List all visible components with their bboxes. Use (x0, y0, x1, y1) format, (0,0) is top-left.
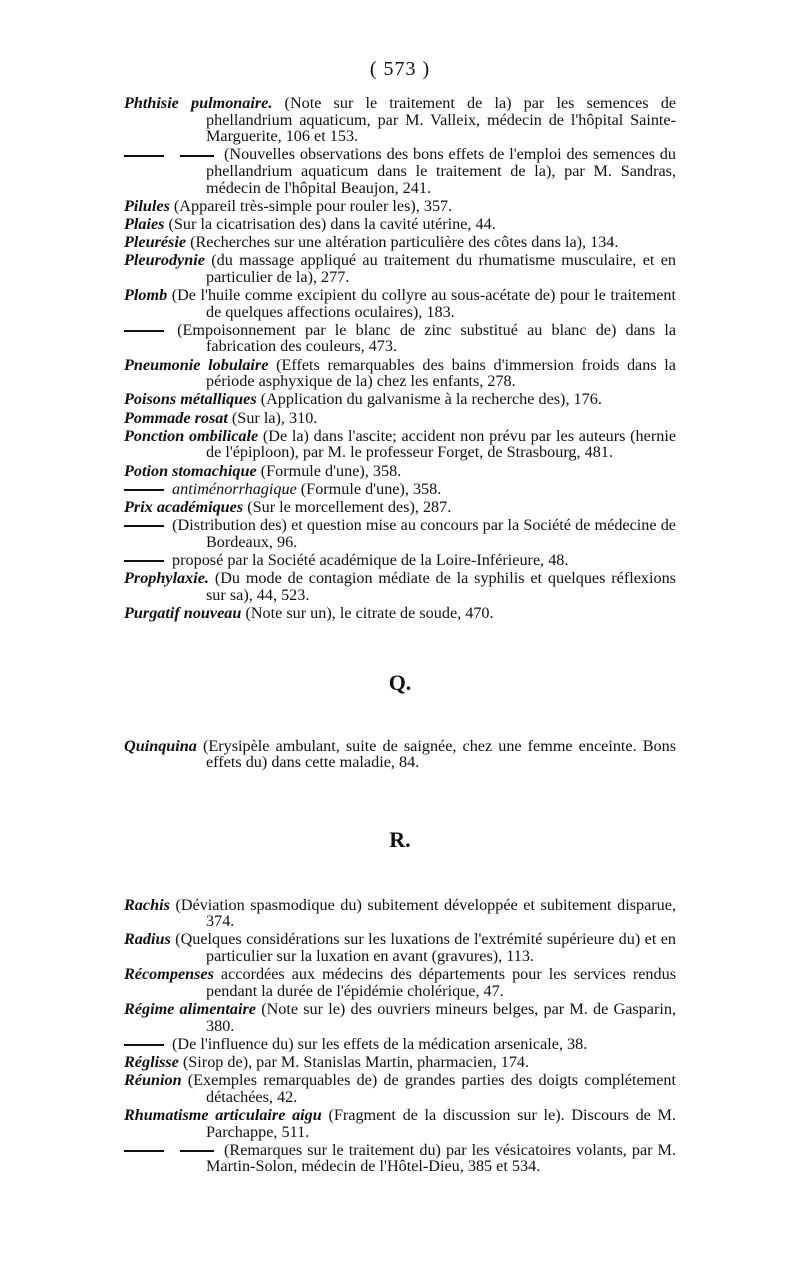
ditto-dash (180, 155, 214, 157)
entry-text: (Fragment de la discussion sur le). Discours de M. Parchappe, 511. (206, 1105, 676, 1141)
entry-text: (Distribution des) et question mise au concours par la Société de médecine de Bordeaux, 96. (172, 516, 676, 551)
entry-headword: Purgatif nouveau (124, 603, 242, 622)
index-entry (124, 897, 676, 930)
index-entry (124, 499, 676, 516)
entry-text: (Note sur un), le citrate de soude, 470. (241, 603, 494, 622)
entry-subheadword: antiménorrhagique (172, 479, 297, 498)
entry-headword: Plomb (124, 286, 168, 305)
index-entry (124, 1142, 676, 1175)
ditto-dash (124, 1150, 164, 1152)
index-entry (124, 322, 676, 355)
entry-text: proposé par la Société académique de la Loire-Inférieure, 48. (172, 550, 569, 569)
entry-headword: Réunion (124, 1071, 182, 1090)
section-p-entries (124, 95, 676, 622)
entry-text: (Sur la cicatrisation des) dans la cavité utérine, 44. (164, 214, 496, 233)
index-page (124, 58, 676, 1177)
entry-headword: Rachis (124, 895, 170, 914)
entry-text: (Nouvelles observations des bons effets de l'emploi des semences du phellandrium aquaticum dans le traitement de la), par M. Sandras, médecin de l'hôpital Beaujon, 241. (206, 145, 676, 197)
entry-text: (Note sur le) des ouvriers mineurs belges, par M. de Gasparin, 380. (206, 1000, 676, 1035)
entry-text: (Quelques considérations sur les luxations de l'extrémité supérieure du) et en particulier sur la luxation en avant (gravures), 113. (170, 930, 676, 966)
entry-text: (De l'huile comme excipient du collyre au sous-acétate de) pour le traitement de quelques affections oculaires), 183. (167, 286, 676, 321)
entry-text: (Sur le morcellement des), 287. (243, 497, 452, 516)
entry-text: (Remarques sur le traitement du) par les vésicatoires volants, par M. Martin-Solon, médecin de l'Hôtel-Dieu, 385 et 534. (206, 1140, 676, 1176)
index-entry (124, 605, 676, 622)
entry-text: (Exemples remarquables de) de grandes parties des doigts complétement détachées, 42. (181, 1071, 676, 1106)
ditto-dash (124, 560, 164, 562)
entry-text: (Formule d'une), 358. (256, 461, 402, 480)
entry-text: (De l'influence du) sur les effets de la médication arsenicale, 38. (172, 1034, 588, 1053)
index-entry (124, 1054, 676, 1071)
ditto-dash (124, 525, 164, 527)
entry-headword: Régime alimentaire (124, 1000, 256, 1019)
entry-headword: Prix académiques (124, 497, 244, 516)
index-entry (124, 931, 676, 964)
index-entry (124, 95, 676, 145)
index-entry (124, 517, 676, 550)
section-r-entries (124, 897, 676, 1175)
entry-headword: Phthisie pulmonaire. (124, 94, 273, 112)
entry-text: (Effets remarquables des bains d'immersion froids dans la période asphyxique de la) chez les enfants, 278. (206, 355, 676, 391)
entry-text: (Erysipèle ambulant, suite de saignée, chez une femme enceinte. Bons effets du) dans cette maladie, 84. (196, 736, 676, 772)
entry-text: (Sirop de), par M. Stanislas Martin, pharmacien, 174. (178, 1053, 530, 1071)
index-entry (124, 357, 676, 390)
entry-headword: Réglisse (124, 1053, 179, 1071)
section-q-entries (124, 738, 676, 771)
index-entry (124, 146, 676, 196)
index-entry (124, 234, 676, 251)
entry-headword: Potion stomachique (124, 461, 257, 480)
index-entry (124, 391, 676, 408)
entry-headword: Radius (124, 930, 171, 949)
entry-headword: Plaies (124, 214, 165, 233)
entry-headword: Pleurésie (124, 233, 187, 252)
ditto-dash (124, 489, 164, 491)
index-entry (124, 463, 676, 480)
ditto-dash (124, 155, 164, 157)
entry-text: accordées aux médecins des départements pour les services rendus pendant la durée de l'épidémie cholérique, 47. (206, 965, 676, 1000)
index-entry (124, 428, 676, 461)
index-entry (124, 410, 676, 427)
entry-text: (du massage appliqué au traitement du rhumatisme musculaire, et en particulier de la), 277. (204, 251, 676, 286)
entry-text: (Application du galvanisme à la recherche des), 176. (256, 390, 602, 409)
index-entry (124, 1072, 676, 1105)
entry-text: (Note sur le traitement de la) par les semences de phellandrium aquaticum, par M. Valleix, médecin de l'hôpital Sainte-Marguerite, 106 et 153. (206, 94, 677, 146)
entry-text: (Déviation spasmodique du) subitement développée et subitement disparue, 374. (169, 895, 676, 931)
ditto-dash (124, 1044, 164, 1046)
entry-headword: Pneumonie lobulaire (124, 355, 269, 374)
index-entry (124, 216, 676, 233)
entry-headword: Pilules (124, 196, 170, 215)
entry-text: (De la) dans l'ascite; accident non prévu par les auteurs (hernie de l'épiploon), par M. le professeur Forget, de Strasbourg, 481. (206, 426, 676, 462)
index-entry (124, 552, 676, 569)
entry-headword: Récompenses (124, 965, 214, 984)
entry-text: (Recherches sur une altération particulière des côtes dans la), 134. (186, 233, 619, 252)
section-letter-q: Q. (388, 669, 412, 695)
entry-text: (Sur la), 310. (227, 408, 318, 427)
index-entry (124, 252, 676, 285)
index-entry (124, 198, 676, 215)
entry-text: (Du mode de contagion médiate de la syphilis et quelques réflexions sur sa), 44, 523. (206, 569, 676, 604)
index-entry (124, 966, 676, 999)
index-entry (124, 287, 676, 320)
entry-headword: Rhumatisme articulaire aigu (124, 1105, 322, 1124)
page-number: ( 573 ) (369, 58, 431, 80)
index-entry (124, 1036, 676, 1053)
entry-headword: Prophylaxie. (124, 569, 209, 588)
ditto-dash (180, 1150, 214, 1152)
entry-text: (Appareil très-simple pour rouler les), 357. (169, 196, 453, 215)
index-entry (124, 1107, 676, 1140)
index-entry (124, 1001, 676, 1034)
entry-text: (Empoisonnement par le blanc de zinc substitué au blanc de) dans la fabrication des couleurs, 473. (177, 320, 677, 356)
index-entry (124, 738, 676, 771)
entry-headword: Ponction ombilicale (124, 426, 259, 445)
entry-headword: Quinquina (124, 736, 197, 755)
index-entry (124, 481, 676, 498)
entry-headword: Pommade rosat (124, 408, 228, 427)
entry-headword: Poisons métalliques (124, 390, 257, 409)
ditto-dash (124, 330, 164, 332)
index-entry (124, 570, 676, 603)
entry-text: (Formule d'une), 358. (296, 479, 442, 498)
entry-headword: Pleurodynie (124, 251, 205, 270)
section-letter-r: R. (389, 826, 411, 852)
